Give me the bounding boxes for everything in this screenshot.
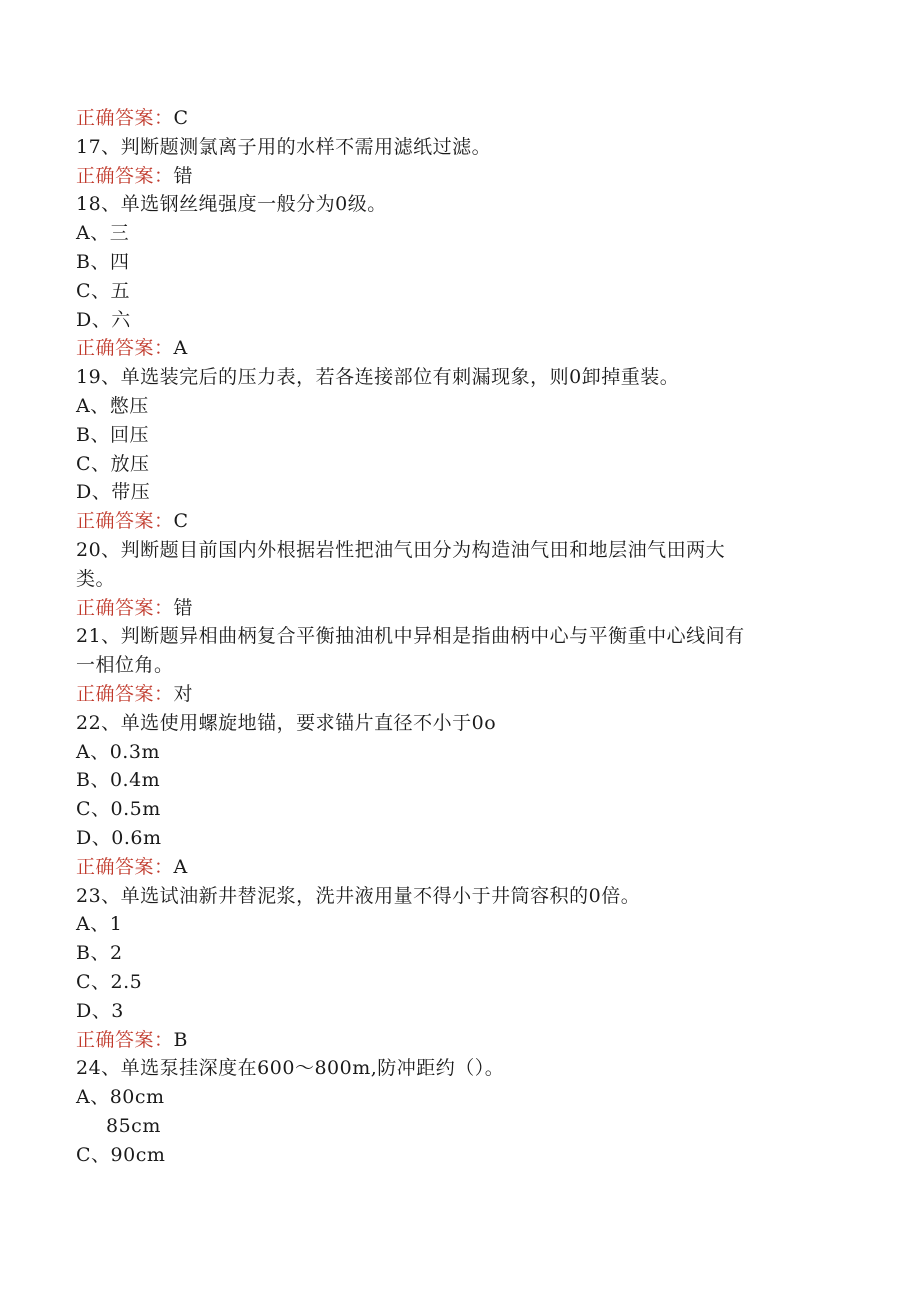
option-b: 85cm [106,1114,161,1137]
answer-label: 正确答案： [76,1028,174,1051]
answer-label: 正确答案： [76,510,174,533]
option-c: C、放压 [76,452,150,475]
answer-label: 正确答案： [76,164,174,187]
answer-label: 正确答案： [76,682,174,705]
question-title: 18、单选钢丝绳强度一般分为0级。 [76,193,387,216]
answer-value: 对 [173,682,194,705]
option-c: C、90cm [76,1143,166,1166]
question-title-line: 20、判断题目前国内外根据岩性把油气田分为构造油气田和地层油气田两大 [76,538,726,561]
answer-line [76,104,836,133]
option-a: A、80cm [76,1086,165,1109]
answer-value: 错 [173,596,194,619]
answer-value: C [173,107,189,129]
option-c: C、五 [76,279,131,302]
option-d: D、六 [76,308,131,331]
option-b: B、0.4m [76,769,161,792]
option-d: D、3 [76,999,124,1022]
option-b: B、2 [76,942,123,965]
option-d: D、0.6m [76,826,162,849]
option-a: A、憋压 [76,394,149,417]
answer-line [76,162,836,191]
answer-label: 正确答案： [76,337,174,360]
answer-label: 正确答案： [76,855,174,878]
question-title-line: 21、判断题异相曲柄复合平衡抽油机中异相是指曲柄中心与平衡重中心线间有 [76,625,745,648]
option-c: C、2.5 [76,970,143,993]
answer-value: B [173,1028,188,1051]
option-a: A、1 [76,913,123,936]
answer-line [76,680,836,709]
answer-line [76,853,836,882]
option-d: D、带压 [76,481,151,504]
answer-line [76,334,836,363]
question-title: 24、单选泵挂深度在600～800m,防冲距约（）。 [76,1057,505,1080]
question-title-line: 类。 [76,567,116,590]
answer-label: 正确答案： [76,596,174,619]
option-a: A、0.3m [76,740,160,763]
question-title-line: 一相位角。 [76,654,174,677]
answer-value: 错 [173,164,194,187]
answer-value: C [173,510,189,533]
exam-page [76,104,836,1169]
question-title: 22、单选使用螺旋地锚，要求锚片直径不小于0o [76,711,497,734]
option-b: B、回压 [76,423,149,446]
answer-value: A [173,855,188,878]
answer-line [76,507,836,536]
option-b: B、四 [76,250,130,273]
question-title: 19、单选装完后的压力表，若各连接部位有刺漏现象，则0卸掉重装。 [76,366,680,389]
question-title: 17、判断题测氯离子用的水样不需用滤纸过滤。 [76,135,492,158]
answer-value: A [173,337,188,360]
question-title: 23、单选试油新井替泥浆，洗井液用量不得小于井筒容积的0倍。 [76,884,641,907]
option-a: A、三 [76,222,130,245]
answer-line [76,594,836,623]
option-c: C、0.5m [76,798,161,821]
answer-label: 正确答案： [76,107,174,129]
answer-line [76,1026,836,1055]
